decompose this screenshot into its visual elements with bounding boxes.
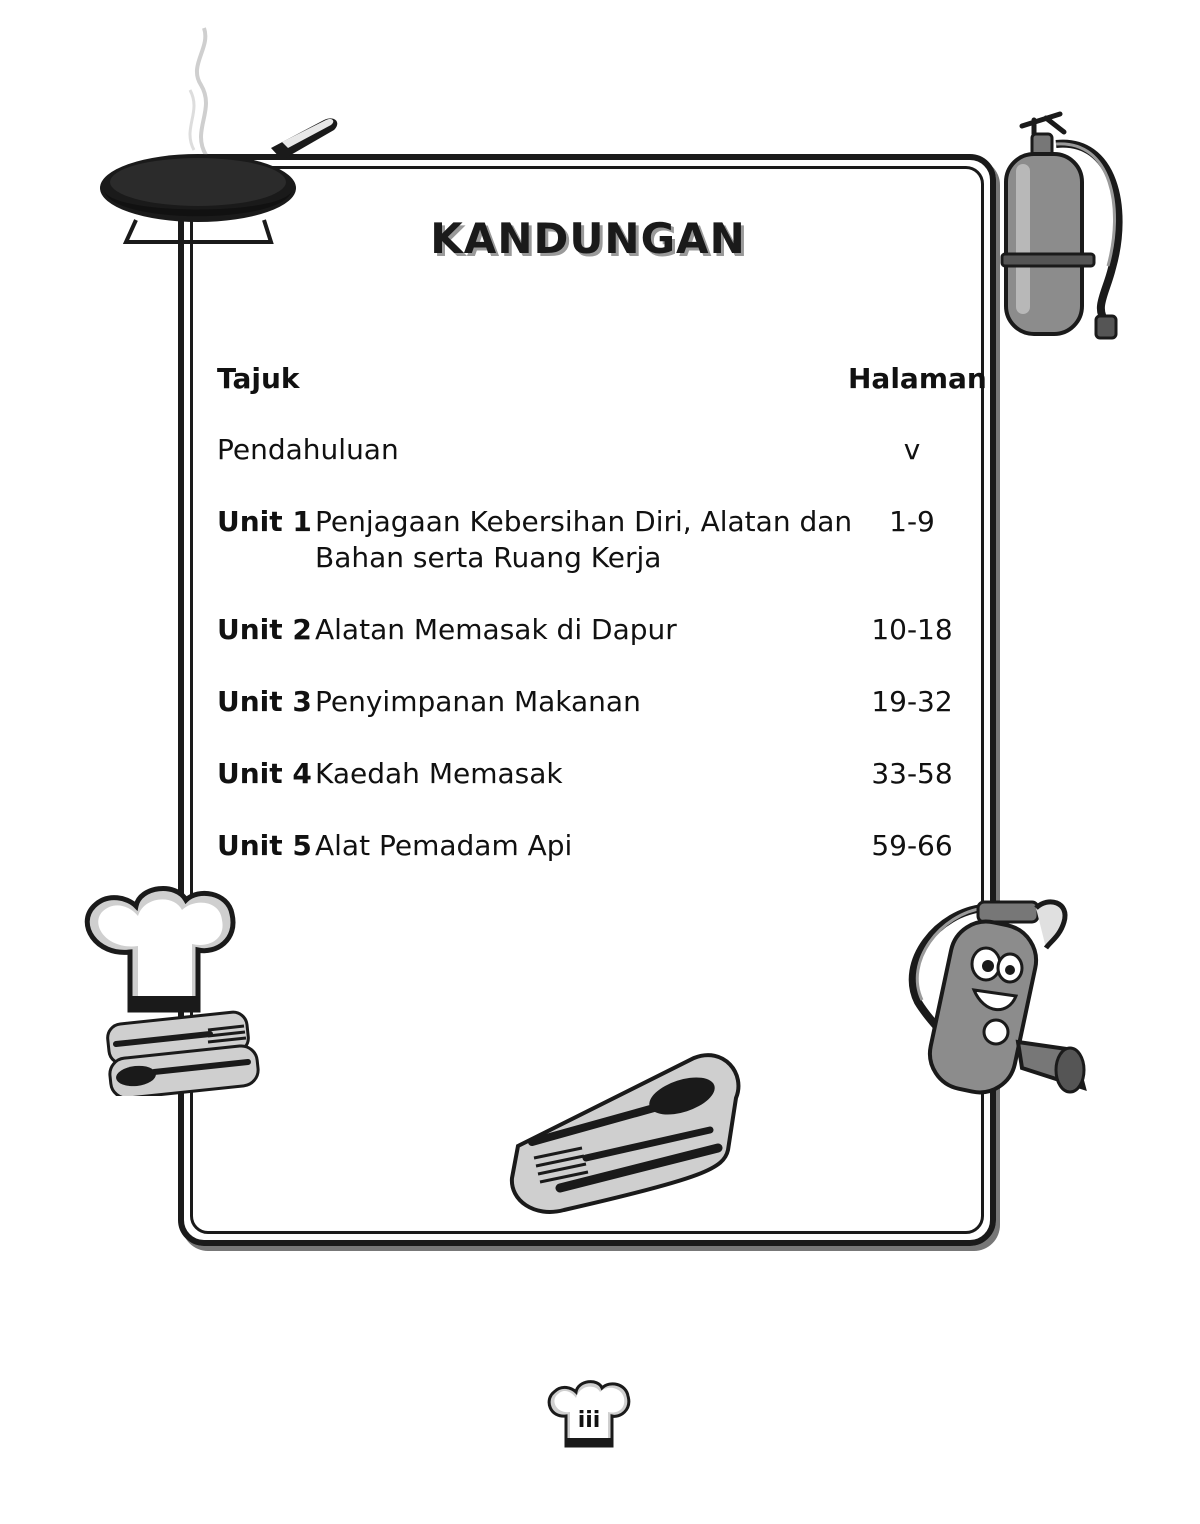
toc-entry-pages: v xyxy=(903,433,921,466)
page-title: KANDUNGAN xyxy=(430,214,746,263)
toc-entry-pages: 19-32 xyxy=(871,685,953,718)
toc-entry-title: Alatan Memasak di Dapur xyxy=(315,613,677,646)
page-number: iii xyxy=(577,1408,601,1433)
toc-entry-title: Kaedah Memasak xyxy=(315,757,563,790)
cutlery-icon xyxy=(100,1000,260,1096)
toc-entry-title: Pendahuluan xyxy=(217,433,399,466)
toc-entry-title: Penyimpanan Makanan xyxy=(315,685,641,718)
toc-entry-unit: Unit 5 xyxy=(217,829,312,862)
toc-entry-title: Penjagaan Kebersihan Diri, Alatan dan Bahan serta Ruang Kerja xyxy=(315,505,853,574)
toc-entry[interactable] xyxy=(217,504,977,580)
toc-entry-pages: 59-66 xyxy=(871,829,953,862)
page-number-badge xyxy=(546,1378,632,1450)
toc-entry-title: Alat Pemadam Api xyxy=(315,829,573,862)
topic-column-header: Tajuk xyxy=(217,362,300,395)
toc-entry-pages: 10-18 xyxy=(871,613,953,646)
page-column-header: Halaman xyxy=(848,362,987,395)
toc-entry-unit: Unit 2 xyxy=(217,613,312,646)
toc-entry-pages: 1-9 xyxy=(889,505,935,538)
toc-entry-pages: 33-58 xyxy=(871,757,953,790)
cutlery-icon xyxy=(504,1050,748,1218)
toc-entry-unit: Unit 3 xyxy=(217,685,312,718)
fire-extinguisher-mascot-icon xyxy=(898,892,1094,1100)
toc-entry-unit: Unit 1 xyxy=(217,505,312,538)
toc-entry-unit: Unit 4 xyxy=(217,757,312,790)
